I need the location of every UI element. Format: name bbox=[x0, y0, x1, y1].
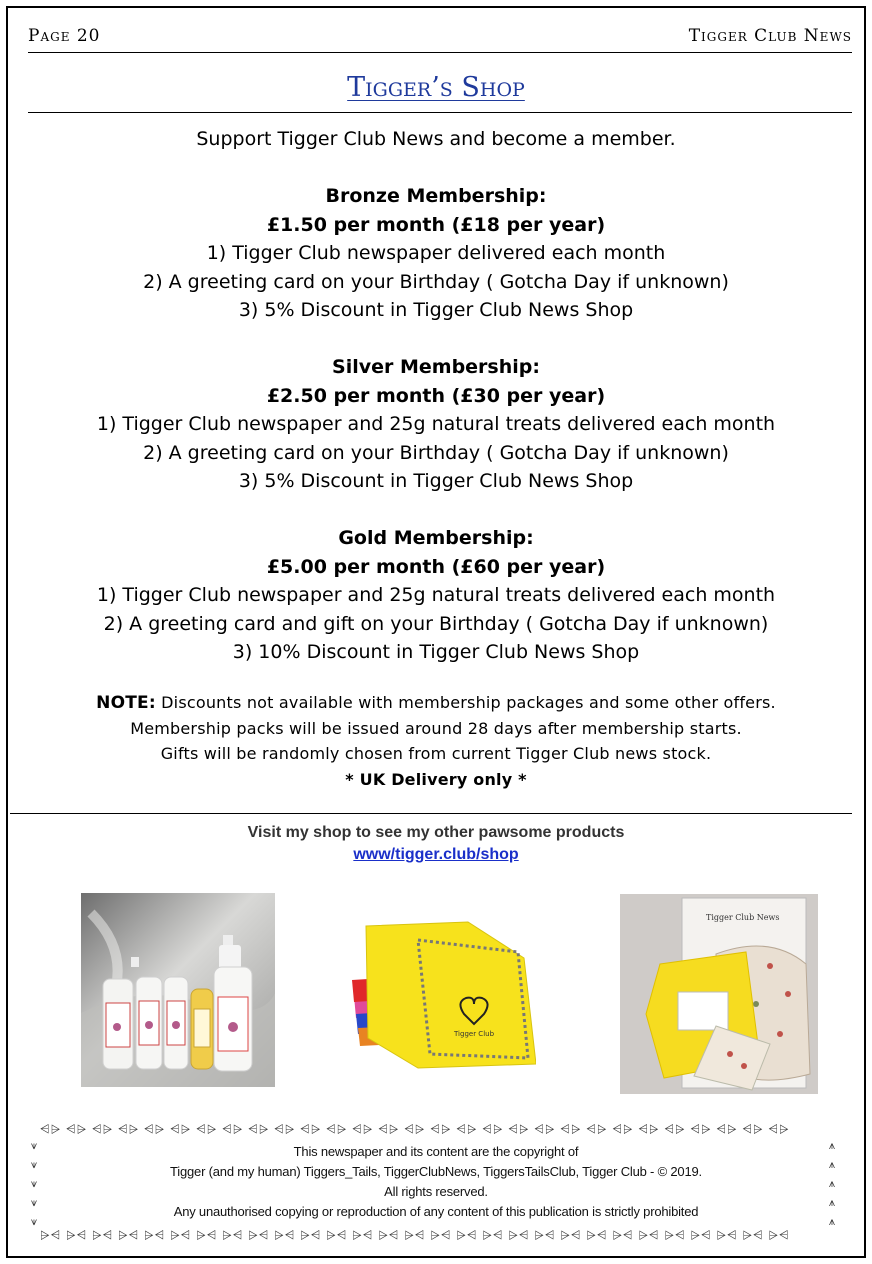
section-rule bbox=[10, 813, 852, 814]
note-line: Gifts will be randomly chosen from current Tigger Club news stock. bbox=[160, 744, 712, 763]
note-line: Discounts not available with membership packages and some other offers. bbox=[161, 693, 776, 712]
gold-price: £5.00 per month (£60 per year) bbox=[266, 555, 606, 578]
paw-border-right: ⩚ ⩚ ⩚ ⩚ ⩚ bbox=[828, 1139, 836, 1228]
intro-text: Support Tigger Club News and become a member. bbox=[196, 128, 676, 150]
gold-benefit: 1) Tigger Club newspaper and 25g natural treats delivered each month bbox=[96, 584, 776, 606]
bronze-benefit: 2) A greeting card on your Birthday ( Gotcha Day if unknown) bbox=[143, 270, 729, 293]
shop-promo bbox=[0, 824, 872, 864]
note-line: Membership packs will be issued around 28 days after membership starts. bbox=[130, 718, 742, 738]
spacer bbox=[0, 154, 872, 183]
bronze-benefit: 3) 5% Discount in Tigger Club News Shop bbox=[238, 299, 634, 321]
gold-benefit: 2) A greeting card and gift on your Birthday ( Gotcha Day if unknown) bbox=[103, 612, 769, 635]
paw-border-top: ⩤⩥ ⩤⩥ ⩤⩥ ⩤⩥ ⩤⩥ ⩤⩥ ⩤⩥ ⩤⩥ ⩤⩥ ⩤⩥ ⩤⩥ ⩤⩥ ⩤⩥ ⩤⩥ ⩤⩥ ⩤⩥ ⩤⩥ ⩤⩥ ⩤⩥ ⩤⩥ ⩤⩥ ⩤⩥ ⩤⩥ ⩤⩥ ⩤⩥ ⩤⩥ ⩤⩥ ⩤⩥ ⩤⩥ bbox=[40, 1122, 790, 1136]
spray-bottles-photo bbox=[81, 893, 275, 1087]
silver-benefit: 1) Tigger Club newspaper and 25g natural treats delivered each month bbox=[96, 413, 776, 435]
bronze-title: Bronze Membership: bbox=[325, 185, 547, 207]
membership-section bbox=[0, 125, 872, 667]
towel-label: Tigger Club bbox=[454, 1030, 495, 1038]
copyright-line: This newspaper and its content are the copyright of bbox=[293, 1144, 579, 1159]
copyright-line: All rights reserved. bbox=[384, 1184, 488, 1199]
publication-name: Tigger Club News bbox=[688, 26, 852, 46]
shop-visit-text: Visit my shop to see my other pawsome products bbox=[247, 824, 625, 841]
towels-photo bbox=[348, 918, 536, 1074]
header-rule bbox=[28, 52, 852, 53]
note-label: NOTE: bbox=[96, 693, 156, 713]
bronze-benefit: 1) Tigger Club newspaper delivered each month bbox=[206, 242, 666, 264]
copyright-line: Any unauthorised copying or reproduction of any content of this publication is strictly prohibited bbox=[173, 1204, 699, 1219]
gold-benefit: 3) 10% Discount in Tigger Club News Shop bbox=[232, 641, 640, 663]
bronze-price: £1.50 per month (£18 per year) bbox=[266, 213, 606, 236]
spacer bbox=[0, 325, 872, 354]
page-title: Tigger’s Shop bbox=[347, 72, 525, 103]
gift-bag-photo bbox=[620, 894, 818, 1094]
gold-title: Gold Membership: bbox=[338, 527, 534, 549]
copyright-line: Tigger (and my human) Tiggers_Tails, TiggerClubNews, TiggersTailsClub, Tigger Club - © 2019. bbox=[170, 1164, 702, 1179]
title-rule bbox=[28, 112, 852, 113]
silver-benefit: 3) 5% Discount in Tigger Club News Shop bbox=[238, 470, 634, 492]
silver-title: Silver Membership: bbox=[332, 356, 540, 378]
paw-border-left: ⩛ ⩛ ⩛ ⩛ ⩛ bbox=[30, 1139, 38, 1228]
silver-benefit: 2) A greeting card on your Birthday ( Gotcha Day if unknown) bbox=[143, 441, 729, 464]
paw-border-bottom: ⩥⩤ ⩥⩤ ⩥⩤ ⩥⩤ ⩥⩤ ⩥⩤ ⩥⩤ ⩥⩤ ⩥⩤ ⩥⩤ ⩥⩤ ⩥⩤ ⩥⩤ ⩥⩤ ⩥⩤ ⩥⩤ ⩥⩤ ⩥⩤ ⩥⩤ ⩥⩤ ⩥⩤ ⩥⩤ ⩥⩤ ⩥⩤ ⩥⩤ ⩥⩤ ⩥⩤ ⩥⩤ ⩥⩤ bbox=[40, 1228, 790, 1242]
shop-link[interactable]: www/tigger.club/shop bbox=[353, 846, 519, 863]
note-block bbox=[0, 690, 872, 792]
spacer bbox=[0, 496, 872, 525]
silver-price: £2.50 per month (£30 per year) bbox=[266, 384, 606, 407]
running-header bbox=[28, 26, 852, 48]
copyright-notice bbox=[60, 1142, 812, 1222]
delivery-note: * UK Delivery only * bbox=[345, 769, 527, 789]
page-number: Page 20 bbox=[28, 26, 101, 46]
card-label: Tigger Club News bbox=[706, 913, 780, 922]
